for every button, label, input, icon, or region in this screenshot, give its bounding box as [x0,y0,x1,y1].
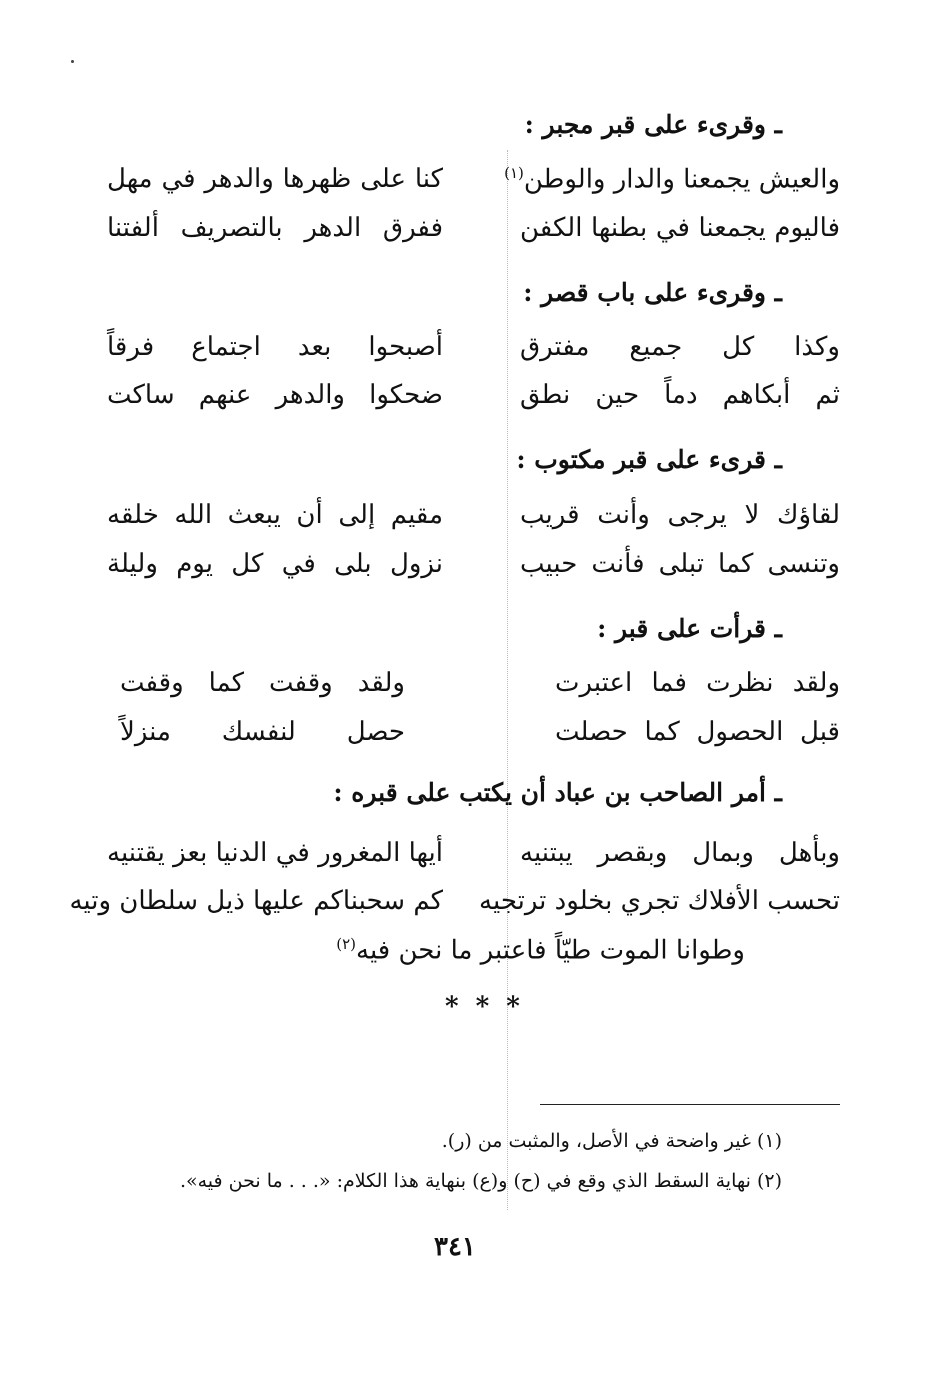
section-separator: * * * [445,992,524,1022]
verse-second-half: وكذا كل جميع مفترق [520,332,840,362]
verse-first-half: ضحكوا والدهر عنهم ساكت [107,380,443,410]
section-heading: ـ وقرىء على قبر مجبر : [524,110,782,139]
verse-first-half: مقيم إلى أن يبعث الله خلقه [107,500,443,530]
footnote-rule [540,1104,840,1105]
footnote-marker: (١) [504,164,524,182]
verse-first-half: كم سحبناكم عليها ذيل سلطان وتيه [69,886,443,916]
verse-second-half: والعيش يجمعنا والدار والوطن$^{(١)}$ [504,164,840,195]
section-heading: ـ وقرىء على باب قصر : [523,278,782,307]
verse-first-half: أيها المغرور في الدنيا بعز يقتنيه [107,838,443,868]
footnote: (٢) نهاية السقط الذي وقع في (ح) و(ع) بنهاية هذا الكلام: «. . . ما نحن فيه». [179,1170,782,1192]
section-heading: ـ قرأت على قبر : [597,614,782,643]
section-heading: ـ قرىء على قبر مكتوب : [516,445,782,474]
verse-second-half: وبأهل وبمال وبقصر يبتنيه [520,838,840,868]
verse-second-half: فاليوم يجمعنا في بطنها الكفن [520,213,840,243]
column-divider [507,150,508,1210]
verse-first-half: نزول بلى في كل يوم وليلة [107,549,443,579]
footnote: (١) غير واضحة في الأصل، والمثبت من (ر). [441,1130,782,1152]
verse-first-half: كنا على ظهرها والدهر في مهل [107,164,443,194]
verse-second-half: وتنسى كما تبلى فأنت حبيب [520,549,840,579]
section-heading: ـ أمر الصاحب بن عباد أن يكتب على قبره : [333,778,782,807]
verse-second-half: لقاؤك لا يرجى وأنت قريب [520,500,840,530]
verse-first-half: أصبحوا بعد اجتماع فرقاً [107,332,443,362]
verse-second-half: تحسب الأفلاك تجري بخلود ترتجيه [479,886,840,916]
verse-first-half: ففرق الدهر بالتصريف ألفتنا [107,213,443,243]
verse-second-half: ولقد نظرت فما اعتبرت [555,668,840,698]
verse-second-half: ثم أبكاهم دماً حين نطق [520,380,840,410]
scan-speck [71,60,74,63]
closing-verse: وطوانا الموت طيّاً فاعتبر ما نحن فيه$^{(٢)}$ [336,935,745,966]
verse-first-half: حصل لنفسك منزلاً [120,717,405,747]
footnote-marker: (٢) [336,935,357,953]
verse-second-half: قبل الحصول كما حصلت [555,717,840,747]
verse-first-half: ولقد وقفت كما وقفت [120,668,405,698]
page-number: ٣٤١ [434,1232,476,1262]
